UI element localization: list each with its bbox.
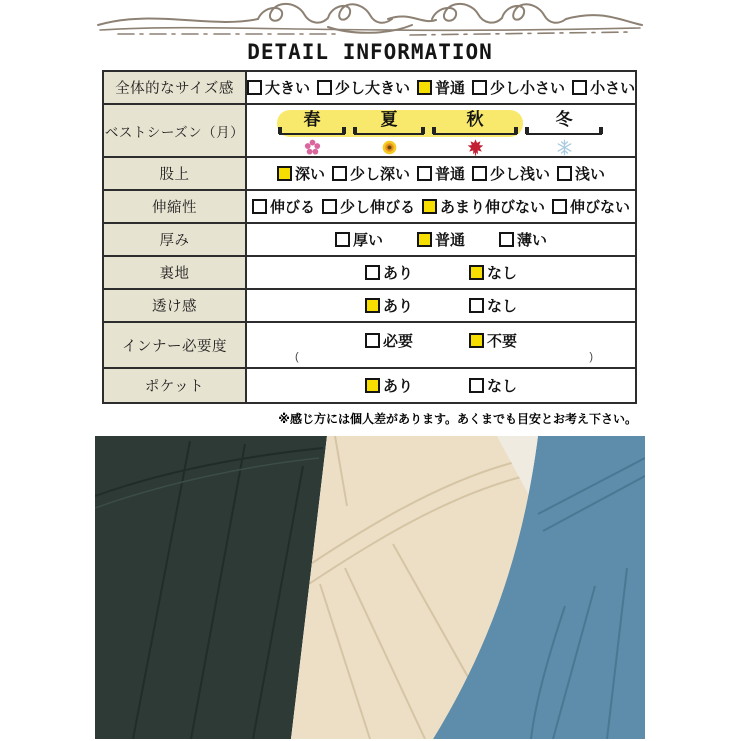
- row-label: インナー必要度: [104, 323, 247, 367]
- option-label: あり: [382, 265, 413, 282]
- checkbox-unchecked: [557, 166, 572, 181]
- option: [332, 163, 410, 184]
- row-label: ベストシーズン（月）: [104, 105, 247, 156]
- checkbox-unchecked: [472, 80, 487, 95]
- checkbox-unchecked: [322, 199, 337, 214]
- table-row: [104, 105, 635, 158]
- option-label: 深い: [294, 166, 325, 183]
- table-row: [104, 290, 635, 323]
- season-item-highlighted: [354, 111, 424, 156]
- checkbox-checked: [277, 166, 292, 181]
- option-label: なし: [487, 298, 518, 315]
- checkbox-unchecked: [365, 265, 380, 280]
- option: [247, 77, 310, 98]
- season-label: 冬: [555, 110, 573, 129]
- row-content: [247, 369, 635, 402]
- option-label: 薄い: [517, 232, 548, 249]
- checkbox-unchecked: [247, 80, 262, 95]
- table-row: [104, 158, 635, 191]
- season-item: [526, 111, 602, 156]
- option: [572, 77, 635, 98]
- checkbox-checked: [469, 265, 484, 280]
- checkbox-unchecked: [365, 333, 380, 348]
- checkbox-checked: [417, 232, 432, 247]
- checkbox-unchecked: [252, 199, 267, 214]
- row-content: [247, 105, 635, 156]
- option: [472, 163, 550, 184]
- option: [469, 330, 517, 351]
- option-label: 普通: [434, 232, 465, 249]
- checkbox-checked: [422, 199, 437, 214]
- option-label: あり: [382, 378, 413, 395]
- option-label: 少し伸びる: [339, 199, 415, 216]
- row-label: 裏地: [104, 257, 247, 288]
- table-row: [104, 369, 635, 402]
- table-row: [104, 257, 635, 290]
- option: [469, 262, 517, 283]
- option: [277, 163, 325, 184]
- option: [322, 196, 415, 217]
- checkbox-unchecked: [572, 80, 587, 95]
- row-label: 透け感: [104, 290, 247, 321]
- table-row: [104, 72, 635, 105]
- season-underline: [526, 128, 602, 135]
- row-content: [247, 257, 635, 288]
- season-item-highlighted: [433, 111, 517, 156]
- winter-snowflake-icon: [556, 139, 573, 156]
- row-content: [247, 191, 635, 222]
- option-label: なし: [487, 265, 518, 282]
- checkbox-checked: [365, 378, 380, 393]
- checkbox-checked: [469, 333, 484, 348]
- season-label: 春: [303, 110, 321, 129]
- option-label: 伸びない: [570, 199, 631, 216]
- season-item-highlighted: [279, 111, 345, 156]
- page-title: DETAIL INFORMATION: [247, 40, 493, 64]
- table-row: [104, 224, 635, 257]
- checkbox-unchecked: [469, 298, 484, 313]
- option-label: 不要: [487, 333, 518, 350]
- page: [0, 1, 740, 741]
- checkbox-unchecked: [472, 166, 487, 181]
- option: [472, 77, 565, 98]
- option: [417, 77, 465, 98]
- option-label: 少し小さい: [490, 80, 566, 97]
- option: [365, 375, 413, 396]
- option: [365, 295, 413, 316]
- option-label: 少し浅い: [490, 166, 551, 183]
- option: [469, 295, 517, 316]
- table-row: [104, 323, 635, 369]
- option: [557, 163, 605, 184]
- option: [552, 196, 630, 217]
- season-underline: [433, 128, 517, 135]
- spring-blossom-icon: [304, 139, 321, 156]
- option: [335, 229, 383, 250]
- option: [365, 262, 413, 283]
- option-label: あり: [382, 298, 413, 315]
- season-group: [247, 105, 635, 156]
- checkbox-unchecked: [332, 166, 347, 181]
- paren-close: ): [589, 351, 593, 363]
- option-label: 小さい: [590, 80, 636, 97]
- option: [365, 330, 413, 351]
- table-row: [104, 191, 635, 224]
- option: [252, 196, 315, 217]
- option-label: 大きい: [265, 80, 311, 97]
- disclaimer-note: ※感じ方には個人差があります。あくまでも目安とお考え下さい。: [278, 412, 637, 426]
- season-underline: [279, 128, 345, 135]
- checkbox-unchecked: [417, 166, 432, 181]
- checkbox-unchecked: [499, 232, 514, 247]
- option: [499, 229, 547, 250]
- option-label: 普通: [435, 80, 466, 97]
- season-underline: [354, 128, 424, 135]
- row-content: [247, 72, 635, 103]
- checkbox-unchecked: [469, 378, 484, 393]
- checkbox-unchecked: [552, 199, 567, 214]
- option: [417, 229, 465, 250]
- product-photo: [95, 436, 645, 739]
- checkbox-checked: [417, 80, 432, 95]
- row-label: ポケット: [104, 369, 247, 402]
- option-label: 普通: [434, 166, 465, 183]
- option-label: 少し大きい: [335, 80, 411, 97]
- pants-left-panel: [95, 436, 327, 739]
- option-label: 厚い: [352, 232, 383, 249]
- row-content: [247, 323, 635, 367]
- autumn-maple-leaf-icon: [467, 139, 484, 156]
- option: [317, 77, 410, 98]
- option: [422, 196, 545, 217]
- row-content: [247, 224, 635, 255]
- ornament-divider: [92, 1, 648, 37]
- option: [417, 163, 465, 184]
- row-label: 伸縮性: [104, 191, 247, 222]
- row-content: [247, 290, 635, 321]
- option-label: あまり伸びない: [440, 199, 546, 216]
- option-label: 浅い: [575, 166, 606, 183]
- option-label: 必要: [382, 333, 413, 350]
- season-list: [279, 111, 602, 156]
- paren-open: (: [295, 351, 299, 363]
- detail-table: [102, 70, 637, 404]
- option-label: 少し深い: [349, 166, 410, 183]
- row-label: 股上: [104, 158, 247, 189]
- checkbox-unchecked: [335, 232, 350, 247]
- row-label: 全体的なサイズ感: [104, 72, 247, 103]
- season-label: 夏: [380, 110, 398, 129]
- row-label: 厚み: [104, 224, 247, 255]
- row-content: [247, 158, 635, 189]
- checkbox-checked: [365, 298, 380, 313]
- summer-sun-icon: [381, 139, 398, 156]
- season-label: 秋: [466, 110, 484, 129]
- checkbox-unchecked: [317, 80, 332, 95]
- option-label: 伸びる: [269, 199, 315, 216]
- option-label: なし: [487, 378, 518, 395]
- option: [469, 375, 517, 396]
